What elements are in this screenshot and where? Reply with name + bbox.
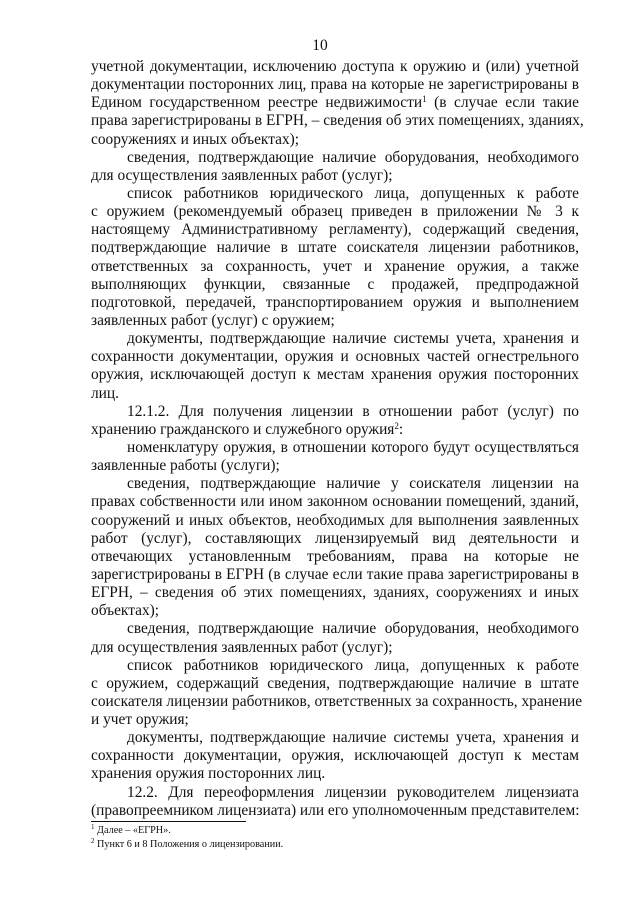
document-body <box>91 58 584 820</box>
text-line-content: сведения, подтверждающие наличие оборудования, необходимого <box>127 148 579 166</box>
text-line-content: оружия, исключающей доступ к местам хранения оружия посторонних <box>91 366 579 384</box>
text-line <box>91 203 579 221</box>
text-line-content: сооружений и иных объектов, необходимых для выполнения заявленных <box>91 511 579 529</box>
text-line-content: работ (услуг), составляющих лицензируемый вид деятельности и <box>91 529 579 547</box>
footnote-number: 2 <box>91 836 95 845</box>
text-line-content: подтверждающие наличие в штате соискателя лицензии работников, <box>91 239 579 257</box>
text-line-content: документы, подтверждающие наличие системы учета, хранения и <box>127 330 579 348</box>
text-line-content: хранению гражданского и служебного оружия <box>91 420 395 438</box>
text-line <box>91 784 579 802</box>
text-line-tail: : <box>398 420 404 438</box>
text-line <box>91 675 579 693</box>
text-line <box>91 457 579 475</box>
text-line <box>91 294 579 312</box>
text-line-content: хранения оружия посторонних лиц. <box>91 765 326 783</box>
text-line-content: сведения, подтверждающие наличие оборудования, необходимого <box>127 620 579 638</box>
text-line <box>91 94 579 112</box>
text-line <box>91 711 579 729</box>
text-line <box>91 385 579 403</box>
text-line-content: с оружием (рекомендуемый образец приведен в приложении № 3 к <box>91 203 579 221</box>
text-line <box>91 366 579 384</box>
text-line-content: с оружием, содержащий сведения, подтверждающие наличие в штате <box>91 674 579 692</box>
text-line <box>91 493 579 511</box>
text-line <box>91 657 579 675</box>
text-line <box>91 530 579 548</box>
text-line-content: Едином государственном реестре недвижимости <box>91 94 423 112</box>
text-line <box>91 765 579 783</box>
text-line <box>91 729 579 747</box>
footnote-ref: 1 <box>422 94 427 105</box>
footnotes <box>91 824 579 851</box>
page-number: 10 <box>312 37 328 54</box>
text-line-content: выполняющих функции, связанные с продажей, предпродажной <box>91 275 579 293</box>
text-line <box>91 149 579 167</box>
text-line-content: сохранности документации, оружия, исключающей доступ к местам <box>91 747 579 765</box>
footnote-separator <box>91 821 246 822</box>
text-line <box>91 330 579 348</box>
text-line <box>91 348 579 366</box>
text-line <box>91 639 579 657</box>
text-line-content: 12.1.2. Для получения лицензии в отношении работ (услуг) по <box>127 402 579 420</box>
text-line-content: список работников юридического лица, допущенных к работе <box>127 656 579 674</box>
text-line <box>91 747 579 765</box>
text-line-content: отвечающих установленным требованиям, права на которые не <box>91 547 579 565</box>
text-line-content: (правопреемником лицензиата) или его уполномоченным представителем: <box>91 801 580 819</box>
text-line-content: заявленные работы (услуги); <box>91 457 280 475</box>
text-line <box>91 112 584 130</box>
text-line <box>91 239 579 257</box>
text-line-content: для осуществления заявленных работ (услуг); <box>91 166 393 184</box>
text-line-content: ответственных за сохранность, учет и хранение оружия, а также <box>91 257 579 275</box>
text-line-content: для осуществления заявленных работ (услуг); <box>91 638 393 656</box>
text-line-content: права зарегистрированы в ЕГРН, – сведения об этих помещениях, зданиях, <box>91 112 584 130</box>
text-line-content: учетной документации, исключению доступа к оружию и (или) учетной <box>91 58 579 75</box>
text-line-content: и учет оружия; <box>91 711 189 729</box>
text-line <box>91 584 579 602</box>
footnote <box>91 838 579 852</box>
text-line-content: 12.2. Для переоформления лицензии руководителем лицензиата <box>127 783 579 801</box>
text-line <box>91 548 579 566</box>
text-line-content: настоящему Административному регламенту), содержащий сведения, <box>91 221 579 239</box>
footnote-text: Пункт 6 и 8 Положения о лицензировании. <box>94 838 284 850</box>
text-line-content: объектах); <box>91 602 160 620</box>
text-line <box>91 258 579 276</box>
text-line <box>91 185 579 203</box>
text-line-content: зарегистрированы в ЕГРН (в случае если такие права зарегистрированы в <box>91 565 579 583</box>
footnote-text: Далее – «ЕГРН». <box>94 825 171 836</box>
text-line <box>91 167 579 185</box>
text-line-content: ЕГРН, – сведения об этих помещениях, зданиях, сооружениях и иных <box>91 584 579 602</box>
text-line <box>91 312 579 330</box>
text-line-content: соискателя лицензии работников, ответственных за сохранность, хранение <box>91 692 583 710</box>
footnote <box>91 824 579 838</box>
text-line-content: сведения, подтверждающие наличие у соискателя лицензии на <box>127 475 579 493</box>
text-line-content: подготовкой, передачей, транспортированием оружия и выполнением <box>91 293 579 311</box>
text-line <box>91 131 579 149</box>
text-line <box>91 421 579 439</box>
footnote-number: 1 <box>91 823 95 831</box>
text-line <box>91 58 579 76</box>
text-line <box>91 566 579 584</box>
text-line <box>91 620 579 638</box>
text-line-content: список работников юридического лица, допущенных к работе <box>127 184 579 202</box>
text-line <box>91 403 579 421</box>
text-line-content: правах собственности или ином законном основании помещений, зданий, <box>91 493 579 511</box>
text-line <box>91 602 579 620</box>
text-line-content: документы, подтверждающие наличие системы учета, хранения и <box>127 729 579 747</box>
text-line-content: сооружениях и иных объектах); <box>91 130 300 148</box>
text-line <box>91 512 579 530</box>
text-line <box>91 276 579 294</box>
text-line <box>91 76 579 94</box>
text-line-content: номенклатуру оружия, в отношении которого будут осуществляться <box>127 438 579 456</box>
text-line <box>91 439 579 457</box>
text-line-tail: (в случае если такие <box>426 94 579 112</box>
text-line-content: документации посторонних лиц, права на которые не зарегистрированы в <box>91 76 579 94</box>
text-line <box>91 692 583 711</box>
text-line <box>91 221 579 239</box>
text-line <box>91 802 579 820</box>
text-line-content: лиц. <box>91 384 120 402</box>
text-line-content: сохранности документации, оружия и основных частей огнестрельного <box>91 348 579 366</box>
text-line <box>91 475 579 493</box>
text-line-content: заявленных работ (услуг) с оружием; <box>91 311 335 329</box>
footnote-ref: 2 <box>394 420 399 431</box>
